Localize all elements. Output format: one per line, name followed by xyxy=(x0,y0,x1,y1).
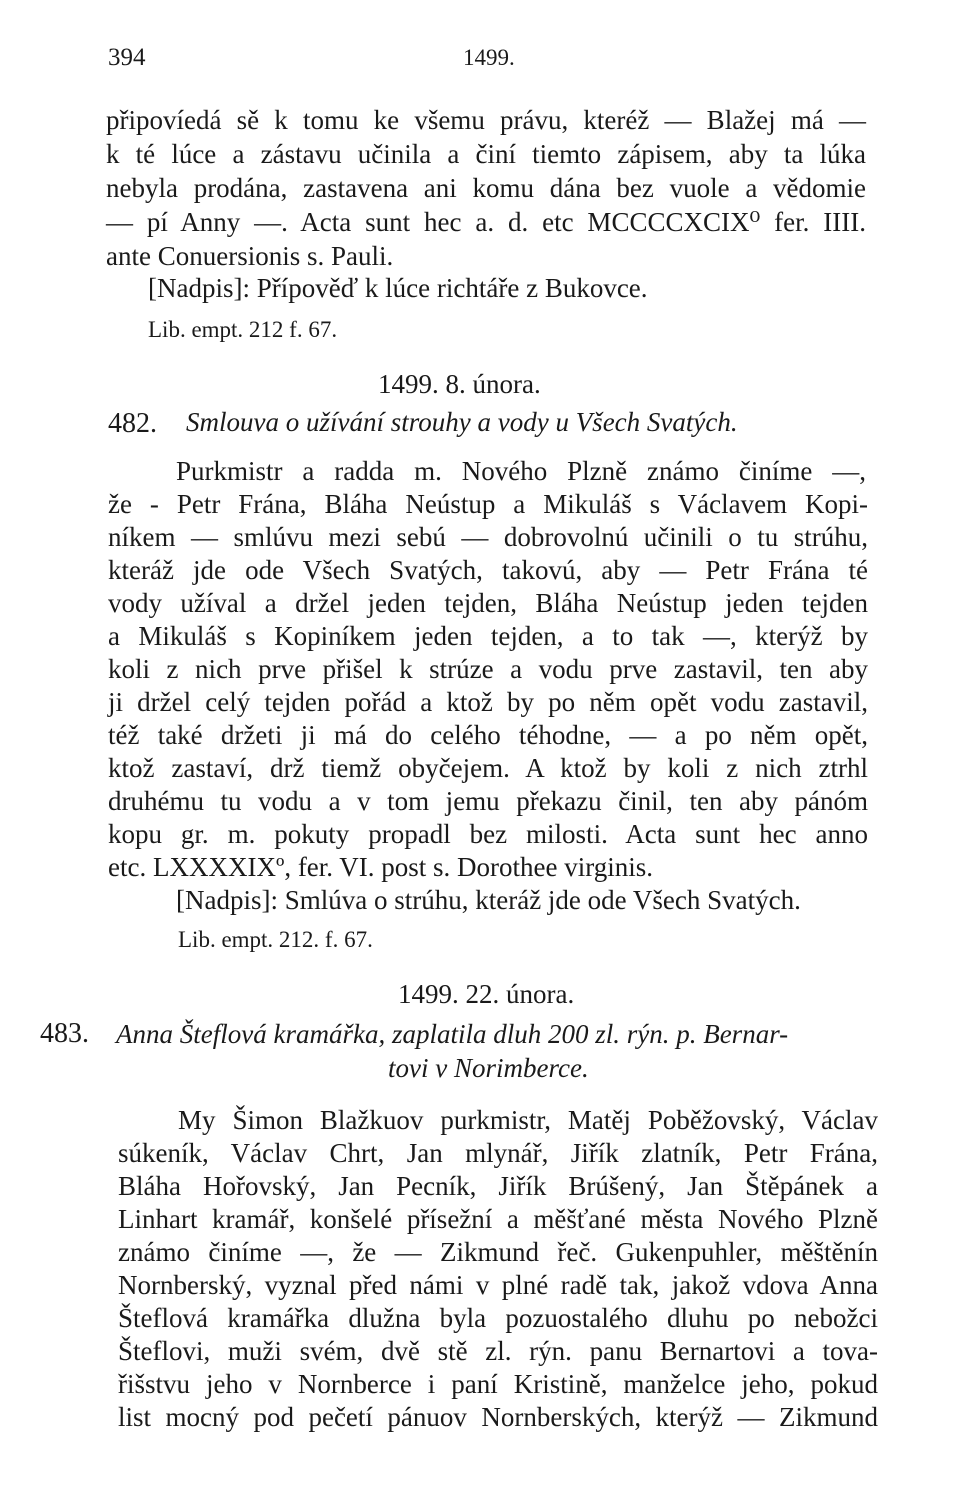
text-line: ktož zastaví, drž tiemž obyčejem. A ktož by koli z nich ztrhl xyxy=(108,753,868,783)
source-reference: Lib. empt. 212 f. 67. xyxy=(148,317,338,342)
text-line: Purkmistr a radda m. Nového Plzně známo činíme —, xyxy=(176,456,866,486)
text-line: že - Petr Frána, Bláha Neústup a Mikuláš s Václavem Kopi- xyxy=(108,489,868,519)
text-line: a Mikuláš s Kopiníkem jeden tejden, a to tak —, kterýž by xyxy=(108,621,868,651)
entry-heading: Smlouva o užívání strouhy a vody u Všech Svatých. xyxy=(186,407,738,437)
running-year: 1499. xyxy=(463,45,515,70)
inscription-note: [Nadpis]: Smlúva o strúhu, kteráž jde ode Všech Svatých. xyxy=(176,885,801,915)
text-line: kteráž jde ode Všech Svatých, takovú, aby — Petr Frána té xyxy=(108,555,868,585)
text-line: etc. LXXXXIXº, fer. VI. post s. Dorothee virginis. xyxy=(108,852,654,882)
text-line: známo činíme —, že — Zikmund řeč. Gukenpuhler, měštěnín xyxy=(118,1237,878,1267)
text-line: vody užíval a držel jeden tejden, Bláha Neústup jeden tejden xyxy=(108,588,868,618)
entry-heading: tovi v Norimberce. xyxy=(388,1053,589,1083)
text-line: níkem — smlúvu mezi sebú — dobrovolnú učinili o tu strúhu, xyxy=(108,522,868,552)
text-line: ante Conuersionis s. Pauli. xyxy=(106,241,394,271)
text-line: Šteflová kramářka dlužna byla pozuostalého dluhu po nebožci xyxy=(118,1303,878,1333)
text-line: k té lúce a zástavu učinila a činí tiemto zápisem, aby ta lúka xyxy=(106,139,866,169)
text-line: Bláha Hořovský, Jan Pecník, Jiřík Brúšený, Jan Štěpánek a xyxy=(118,1171,878,1201)
text-line: kopu gr. m. pokuty propadl bez milosti. Acta sunt hec anno xyxy=(108,819,868,849)
entry-number: 482. xyxy=(108,408,157,439)
page-number: 394 xyxy=(108,44,146,71)
entry-date: 1499. 22. února. xyxy=(398,979,575,1009)
text-line: My Šimon Blažkuov purkmistr, Matěj Poběžovský, Václav xyxy=(178,1105,878,1135)
entry-date: 1499. 8. února. xyxy=(378,369,541,399)
text-line: řišstvu jeho v Nornberce i paní Kristině, manželce jeho, pokud xyxy=(118,1369,878,1399)
text-line: — pí Anny —. Acta sunt hec a. d. etc MCCCCXCIX⁰ fer. IIII. xyxy=(106,207,866,237)
entry-heading: Anna Šteflová kramářka, zaplatila dluh 200 zl. rýn. p. Bernar- xyxy=(116,1019,789,1049)
text-line: koli z nich prve přišel k strúze a vodu prve zastavil, ten aby xyxy=(108,654,868,684)
text-line: Šteflovi, muži svém, dvě stě zl. rýn. panu Bernartovi a tova- xyxy=(118,1336,878,1366)
source-reference: Lib. empt. 212. f. 67. xyxy=(178,927,373,952)
text-line: súkeník, Václav Chrt, Jan mlynář, Jiřík zlatník, Petr Frána, xyxy=(118,1138,878,1168)
text-line: nebyla prodána, zastavena ani komu dána bez vuole a vědomie xyxy=(106,173,866,203)
text-line: list mocný pod pečetí pánuov Nornberských, kterýž — Zikmund xyxy=(118,1402,878,1432)
entry-number: 483. xyxy=(40,1018,89,1049)
inscription-note: [Nadpis]: Přípověď k lúce richtáře z Bukovce. xyxy=(148,273,648,303)
text-line: druhému tu vodu a v tom jemu překazu činil, ten aby pánóm xyxy=(108,786,868,816)
text-line: též také držeti ji má do celého téhodne, — a po něm opět, xyxy=(108,720,868,750)
text-line: Nornberský, vyznal před námi v plné radě tak, jakož vdova Anna xyxy=(118,1270,878,1300)
text-line: připovíedá sě k tomu ke všemu právu, kteréž — Blažej má — xyxy=(106,105,866,135)
text-line: ji držel celý tejden pořád a ktož by po něm opět vodu zastavil, xyxy=(108,687,868,717)
text-line: Linhart kramář, konšelé přísežní a měšťané města Nového Plzně xyxy=(118,1204,878,1234)
